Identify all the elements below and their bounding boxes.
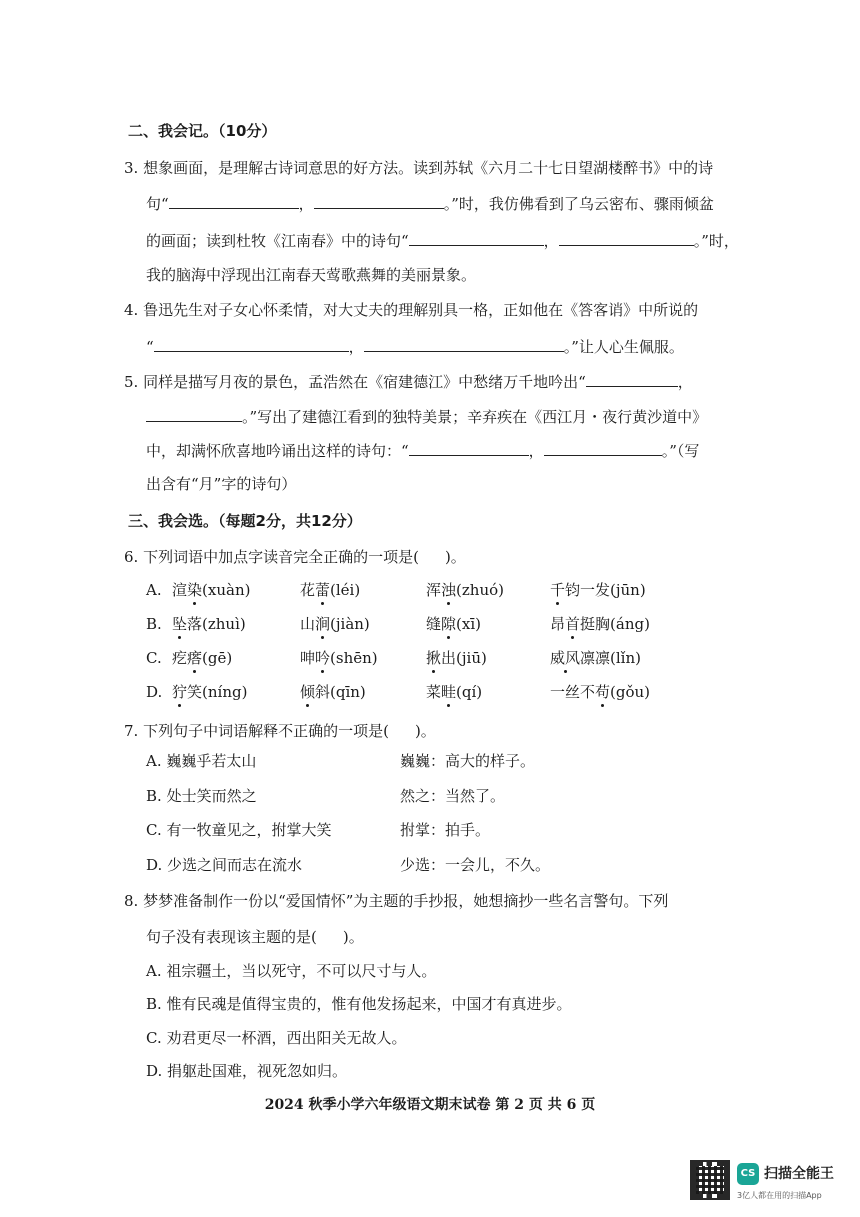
answer-blank[interactable] bbox=[559, 230, 694, 246]
page-footer: 2024 秋季小学六年级语文期末试卷 第 2 页 共 6 页 bbox=[264, 1097, 596, 1113]
q7-option-explanation: 然之：当然了。 bbox=[400, 787, 506, 805]
q4-line-1: 4. 鲁迅先生对子女心怀柔情，对大丈夫的理解别具一格，正如他在《答客诮》中所说的 bbox=[124, 301, 699, 319]
q3-line-1: 3. 想象画面，是理解古诗词意思的好方法。读到苏轼《六月二十七日望湖楼醉书》中的诗 bbox=[124, 159, 714, 177]
q6-word: 狞笑(níng) bbox=[172, 683, 248, 701]
q5-line-4: 出含有“月”字的诗句） bbox=[146, 475, 297, 493]
q7-option-sentence: B. 处士笑而然之 bbox=[146, 787, 257, 805]
q6-stem: 6. 下列词语中加点字读音完全正确的一项是( )。 bbox=[124, 548, 466, 566]
q6-option-letter: D. bbox=[146, 683, 163, 701]
q6-word: 菜畦(qí) bbox=[426, 683, 483, 701]
q8-option-a: A. 祖宗疆土，当以死守，不可以尺寸与人。 bbox=[146, 962, 437, 980]
camscanner-name: 扫描全能王 bbox=[764, 1166, 834, 1182]
q6-option-letter: B. bbox=[146, 615, 162, 633]
q6-word: 花蕾(léi) bbox=[300, 581, 361, 599]
answer-blank[interactable] bbox=[154, 336, 349, 352]
q8-line-2: 句子没有表现该主题的是( )。 bbox=[146, 928, 364, 946]
q3-line-4: 我的脑海中浮现出江南春天莺歌燕舞的美丽景象。 bbox=[146, 266, 477, 284]
q7-option-explanation: 巍巍：高大的样子。 bbox=[400, 752, 536, 770]
q8-option-b: B. 惟有民魂是值得宝贵的，惟有他发扬起来，中国才有真进步。 bbox=[146, 995, 572, 1013]
answer-blank[interactable] bbox=[409, 440, 529, 456]
q6-word: 倾斜(qīn) bbox=[300, 683, 366, 701]
q3-line-2: 句“ ， 。”时，我仿佛看到了乌云密布、骤雨倾盆 bbox=[146, 195, 714, 213]
answer-blank[interactable] bbox=[169, 193, 299, 209]
q6-word: 浑浊(zhuó) bbox=[426, 581, 504, 599]
q8-line-1: 8. 梦梦准备制作一份以“爱国情怀”为主题的手抄报，她想摘抄一些名言警句。下列 bbox=[124, 892, 669, 910]
answer-blank[interactable] bbox=[409, 230, 544, 246]
answer-blank[interactable] bbox=[586, 371, 678, 387]
q6-word: 疙瘩(gē) bbox=[172, 649, 233, 667]
camscanner-logo: CS bbox=[737, 1163, 759, 1185]
q3-line-3: 的画面；读到杜牧《江南春》中的诗句“ ， 。”时， bbox=[146, 232, 739, 250]
q6-option-letter: A. bbox=[146, 581, 162, 599]
q7-option-sentence: C. 有一牧童见之，拊掌大笑 bbox=[146, 821, 332, 839]
q5-line-1: 5. 同样是描写月夜的景色，孟浩然在《宿建德江》中愁绪万千地吟出“ ， bbox=[124, 373, 693, 391]
q5-line-3: 中，却满怀欣喜地吟诵出这样的诗句：“ ， 。”（写 bbox=[146, 442, 700, 460]
q5-line-2: 。”写出了建德江看到的独特美景；辛弃疾在《西江月・夜行黄沙道中》 bbox=[146, 406, 707, 427]
answer-blank[interactable] bbox=[314, 193, 444, 209]
q7-stem: 7. 下列句子中词语解释不正确的一项是( )。 bbox=[124, 722, 436, 740]
q6-word: 缝隙(xī) bbox=[426, 615, 481, 633]
q7-option-sentence: D. 少选之间而志在流水 bbox=[146, 856, 303, 874]
q6-word: 山涧(jiàn) bbox=[300, 615, 370, 633]
q6-word: 坠落(zhuì) bbox=[172, 615, 246, 633]
q8-option-d: D. 捐躯赴国难，视死忽如归。 bbox=[146, 1062, 348, 1080]
q6-word: 一丝不苟(gǒu) bbox=[550, 683, 651, 701]
answer-blank[interactable] bbox=[364, 336, 564, 352]
section-3-heading: 三、我会选。（每题2分，共12分） bbox=[128, 512, 362, 530]
q6-word: 千钧一发(jūn) bbox=[550, 581, 646, 599]
section-2-heading: 二、我会记。（10分） bbox=[128, 122, 277, 140]
q6-word: 呻吟(shēn) bbox=[300, 649, 378, 667]
q7-option-sentence: A. 巍巍乎若太山 bbox=[146, 752, 257, 770]
camscanner-tagline: 3亿人都在用的扫描App bbox=[737, 1191, 822, 1200]
q6-option-letter: C. bbox=[146, 649, 162, 667]
qr-code-icon bbox=[690, 1160, 730, 1200]
q7-option-explanation: 拊掌：拍手。 bbox=[400, 821, 491, 839]
q8-option-c: C. 劝君更尽一杯酒，西出阳关无故人。 bbox=[146, 1029, 407, 1047]
q6-word: 揪出(jiū) bbox=[426, 649, 487, 667]
q6-word: 威风凛凛(lǐn) bbox=[550, 649, 641, 667]
answer-blank[interactable] bbox=[544, 440, 662, 456]
q7-option-explanation: 少选：一会儿，不久。 bbox=[400, 856, 551, 874]
q6-word: 昂首挺胸(áng) bbox=[550, 615, 650, 633]
q6-word: 渲染(xuàn) bbox=[172, 581, 251, 599]
q4-line-2: “ ， 。”让人心生佩服。 bbox=[146, 338, 684, 356]
answer-blank[interactable] bbox=[146, 406, 242, 422]
